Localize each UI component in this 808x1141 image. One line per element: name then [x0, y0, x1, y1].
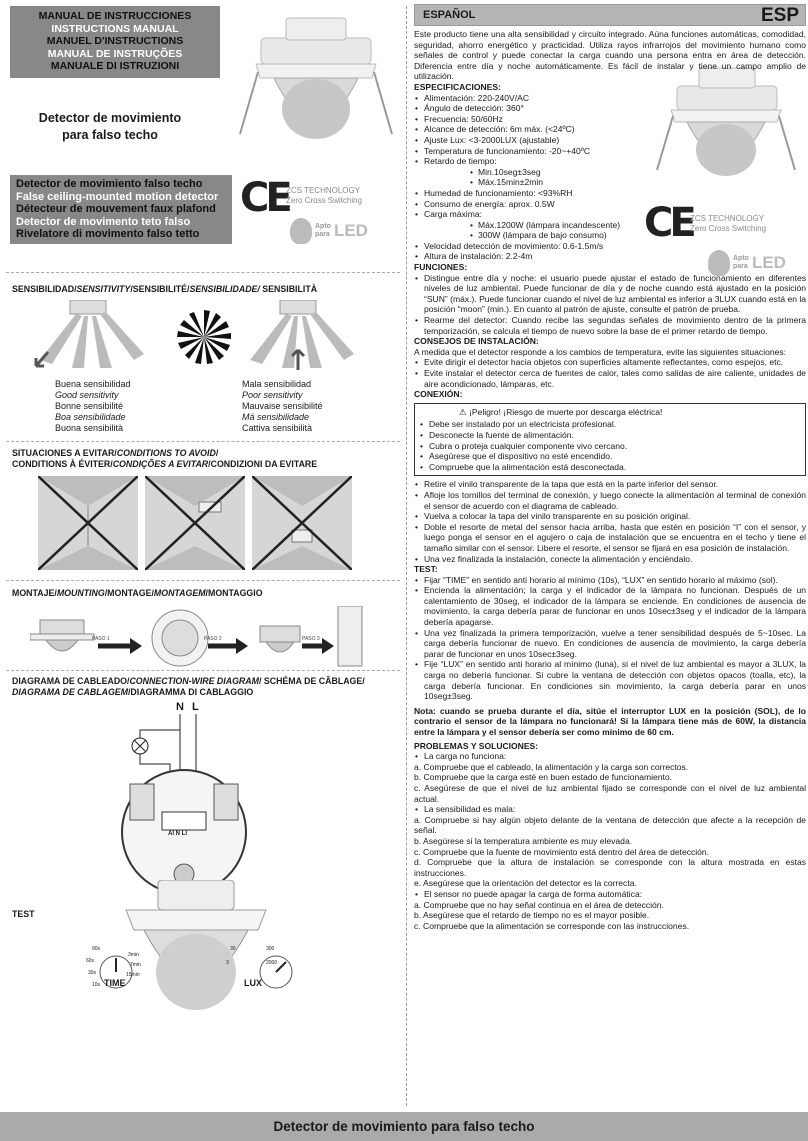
- test-note: Nota: cuando se prueba durante el día, sitúe el interruptor LUX en la posición (SOL), de lo contrario el sensor de la lámpara no funcionará! Si la lámpara tiene más de 60W, la distancia entre la lámpara y el sensor debería ser como mínimo de 60 cm.: [414, 705, 806, 737]
- test-list: [414, 575, 806, 702]
- poor-sensitivity-figure: [240, 300, 360, 372]
- mounting-title: MONTAJE/MOUNTING/MONTAGE/MONTAGEM/MONTAGGIO: [12, 588, 263, 598]
- divider: [6, 670, 400, 671]
- bulb-icon: [290, 218, 312, 244]
- advice-item: • Evite instalar el detector cerca de fuentes de calor, tales como salidas de aire caliente, unidades de aire acondicionado, lámparas, etc.: [414, 368, 806, 389]
- sensitivity-title: SENSIBILIDAD/SENSITIVITY/SENSIBILITÉ/SENSIBILIDADE/ SENSIBILITÀ: [12, 284, 318, 294]
- wiring-diagram: [100, 714, 270, 890]
- step-label: PASO 3: [302, 636, 320, 642]
- manual-line: MANUALE DI ISTRUZIONI: [50, 60, 180, 72]
- solution-item: b. Asegúrese que el retardo de tiempo no es el mayor posible.: [414, 910, 650, 921]
- avoid-heat-figure: [145, 476, 245, 570]
- spec-item: • Temperatura de funcionamiento: -20~+40ºC: [414, 146, 652, 157]
- time-mark: 15min: [126, 972, 140, 978]
- problem-heading: • La sensibilidad es mala:: [414, 804, 806, 815]
- solution-item: a. Compruebe que no hay señal continua en el área de detección.: [414, 899, 664, 910]
- advice-title: CONSEJOS DE INSTALACIÓN:: [414, 336, 539, 347]
- manual-line: MANUAL DE INSTRUÇÕES: [47, 47, 183, 60]
- avoid-lamp-figure: [252, 476, 352, 570]
- product-name: Detector de movimiento falso techo: [16, 178, 203, 190]
- test-title: TEST: [12, 909, 35, 919]
- problem-heading: • La carga no funciona:: [414, 751, 806, 762]
- advice-item: • Evite dirigir el detector hacia objetos con superficies altamente reflectantes, como espejos, etc.: [414, 357, 806, 368]
- spec-item: • Altura de instalación: 2.2-4m: [414, 251, 652, 262]
- product-name: Detector de movimento teto falso: [16, 215, 191, 228]
- spec-subitem: • 300W (lámpara de bajo consumo): [414, 230, 652, 241]
- solution-item: b. Asegúrese si la temperatura ambiente es muy elevada.: [414, 835, 633, 846]
- spanish-instructions: [414, 29, 806, 931]
- advice-list: [414, 357, 806, 389]
- product-name: Rivelatore di movimento falso tetto: [16, 228, 200, 240]
- function-item: • Rearme del detector: Cuando recibe las segundas señales de movimiento dentro de la primera temporización, se calcula el tiempo de nuevo sobre la base de el primer retardo de tiempo.: [414, 315, 806, 336]
- connection-item: • Retire el vinilo transparente de la tapa que está en la parte inferior del sensor.: [414, 479, 806, 490]
- spec-item: • Ángulo de detección: 360°: [414, 103, 652, 114]
- lux-mark: 2000: [266, 960, 278, 966]
- test-item: • Encienda la alimentación; la carga y el indicador de la lámpara no funcionan. Después de un calentamiento de 30seg, el indicador de la lámpara se enciende. En condiciones de ausencia de movimiento, la carga debería parar de funcionar en unos 10sec±3seg y el indicador de la lámpara debería apagarse.: [414, 585, 806, 627]
- time-mark: 3min: [128, 952, 139, 958]
- lux-mark: 30: [230, 946, 236, 952]
- manual-line: MANUAL DE INSTRUCCIONES: [38, 10, 192, 22]
- connection-title: CONEXIÓN:: [414, 389, 463, 400]
- footer-title: Detector de movimiento para falso techo: [0, 1112, 808, 1141]
- solution-item: a. Compruebe si hay algún objeto delante de la ventana de detección que afecte a la recepción de señal.: [414, 814, 806, 836]
- language-header: [414, 4, 806, 26]
- wiring-title: DIAGRAMA DE CABLEADO/CONNECTION-WIRE DIAGRAM/ SCHÉMA DE CÂBLAGE/ DIAGRAMA DE CABLAGEM/DIAGRAMMA DI CABLAGGIO: [12, 676, 365, 697]
- language-name: ESPAÑOL: [423, 9, 476, 21]
- spec-item: • Frecuencia: 50/60Hz: [414, 114, 652, 125]
- test-item: • Fije “LUX” en sentido anti horario al mínimo (luna), si el nivel de luz ambiental es mayor a 3LUX, la carga no debería funcionar. Si cubre la ventana de detección con objetos opacos (toalla, etc), la carga debería funcionar. En condiciones sin movimiento, la carga debería parar en unos 10seg±3seg.: [414, 659, 806, 701]
- led-badge: Apto para LED: [290, 218, 368, 244]
- manual-line: MANUEL D'INSTRUCTIONS: [46, 35, 184, 47]
- good-sensitivity-figure: [30, 300, 150, 372]
- spec-item: • Velocidad detección de movimiento: 0.6-1.5m/s: [414, 241, 652, 252]
- lux-mark: 3: [226, 960, 229, 966]
- step-label: PASO 2: [204, 636, 222, 642]
- test-item: • Fijar “TIME” en sentido anti horario al mínimo (10s), “LUX” en sentido horario al máximo (sol).: [414, 575, 806, 586]
- sensor-product-image: [236, 14, 396, 164]
- spec-item: • Ajuste Lux: <3-2000LUX (ajustable): [414, 135, 652, 146]
- solution-item: a. Compruebe que el cableado, la alimentación y la carga son correctos.: [414, 761, 689, 772]
- spec-item: • Alcance de detección: 6m máx. (<24ºC): [414, 124, 652, 135]
- warning-item: • Cubra o proteja cualquier componente vivo cercano.: [419, 441, 801, 452]
- time-mark: 10s: [92, 982, 101, 988]
- warning-item: • Desconecte la fuente de alimentación.: [419, 430, 801, 441]
- warning-title: ⚠ ¡Peligro! ¡Riesgo de muerte por descarga eléctrica!: [459, 406, 663, 417]
- test-item: • Una vez finalizada la primera temporización, vuelve a tener sensibilidad después de 5~10sec. La carga debería funcionar de nuevo. En condiciones de ausencia de movimiento, la carga debería parar de funcionar en unos 10sec±3seg.: [414, 628, 806, 660]
- warning-item: • Asegúrese que el dispositivo no esté encendido.: [419, 451, 801, 462]
- specs-title: ESPECIFICACIONES:: [414, 81, 501, 92]
- conditions-title: SITUACIONES A EVITAR/CONDITIONS TO AVOID/ CONDITIONS À ÉVITER/CONDIÇÕES A EVITAR/CONDIZIONI DA EVITARE: [12, 448, 318, 469]
- spec-subitem: • Min.10seg±3seg: [414, 167, 652, 178]
- spec-subitem: • Máx.15min±2min: [414, 177, 652, 188]
- warning-box: [414, 403, 806, 477]
- manual-line: INSTRUCTIONS MANUAL: [51, 22, 179, 35]
- function-item: • Distingue entre día y noche: el usuario puede ajustar el estado de funcionamiento en diferentes niveles de luz ambiental. Puede funcionar de día y de noche cuando está ajustado en la posición “SUN” (máx.). Puede funcionar cuando el nivel de luz ambiental es inferior a 3LUX cuando está en la posición “moon” (min.). En cuanto al patrón de ajuste, consulte el patrón de prueba.: [414, 273, 806, 315]
- solution-item: c. Compruebe que la alimentación se corresponde con las instrucciones.: [414, 920, 690, 931]
- solution-item: b. Compruebe que la carga esté en buen estado de funcionamiento.: [414, 772, 673, 783]
- warning-icon: ⚠: [459, 406, 467, 417]
- terminal-labels: Al N Ll: [168, 831, 187, 837]
- connection-item: • Doble el resorte de metal del sensor hacia arriba, hasta que estén en posición “I” con el sensor, y luego ponga el sensor en el agujero o caja de instalación que se encuentra en el techo y tiene el tamaño similar con el sensor. Libere el resorte, el sensor se fijará en esa posición de instalación.: [414, 522, 806, 554]
- avoid-mirror-figure: [38, 476, 138, 570]
- zcs-logo: ZCS TECHNOLOGY Zero Cross Switching: [690, 214, 767, 233]
- led-badge: Apto para LED: [708, 250, 786, 276]
- time-mark: 60s: [86, 958, 95, 964]
- divider: [6, 441, 400, 442]
- solution-item: c. Asegúrese de que el nivel de luz ambiental fijado se corresponde con el nivel de luz ambiental actual.: [414, 782, 806, 804]
- time-mark: 30s: [88, 970, 97, 976]
- time-mark: 7min: [130, 962, 141, 968]
- step-label: PASO 1: [92, 636, 110, 642]
- lux-dial-label: LUX: [244, 978, 262, 988]
- specs-list: [414, 93, 652, 263]
- advice-intro: A medida que el detector responde a los cambios de temperatura, evite las siguientes situaciones:: [414, 346, 787, 357]
- spec-subitem: • Máx.1200W (lámpara incandescente): [414, 220, 652, 231]
- manual-languages-box: [10, 6, 220, 78]
- good-sensitivity-labels: Buena sensibilidad Good sensitivity Bonne sensibilité Boa sensibilidade Buona sensibilità: [55, 379, 131, 433]
- page-title: Detector de movimiento para falso techo: [38, 111, 182, 142]
- intro-paragraph: Este producto tiene una alta sensibilidad y circuito integrado. Aúna funciones automáticas, comodidad, seguridad, ahorro energético y practicidad. Utiliza rayos infrarrojos del movimiento humano como señales de control y puede conectar la carga cuando una persona entra en área de detección. Diferencia entre día y noche automáticamente. Es fácil de instalar y tiene un campo amplio de utilización.: [414, 29, 806, 82]
- warning-item: • Compruebe que la alimentación está desconectada.: [419, 462, 801, 473]
- time-dial-label: TIME: [104, 978, 126, 988]
- lux-mark: 300: [266, 946, 275, 952]
- solution-item: c. Compruebe que la fuente de movimiento está dentro del área de detección.: [414, 846, 710, 857]
- connection-item: • Afloje los tornillos del terminal de conexión, y luego conecte la alimentación al terminal de conexión el sensor de acuerdo con el diagrama de cableado.: [414, 490, 806, 511]
- spec-item: • Carga máxima:: [414, 209, 652, 220]
- warning-item: • Debe ser instalado por un electricista profesional.: [419, 419, 801, 430]
- product-name: False ceiling-mounted motion detector: [16, 190, 219, 203]
- right-column: [408, 0, 808, 1110]
- time-mark: 90s: [92, 946, 101, 952]
- divider: [6, 272, 400, 273]
- spec-item: • Alimentación: 220-240V/AC: [414, 93, 652, 104]
- solution-item: d. Compruebe que la altura de instalación se corresponde con la altura mostrada en estas instrucciones.: [414, 857, 806, 878]
- solution-item: e. Asegúrese que la orientación del detector es la correcta.: [414, 878, 637, 889]
- column-divider: [406, 6, 407, 1106]
- neutral-label: N: [176, 701, 184, 713]
- functions-list: [414, 273, 806, 337]
- live-label: L: [192, 701, 199, 713]
- connection-list: [414, 479, 806, 564]
- connection-item: • Una vez finalizada la instalación, conecte la alimentación y enciéndalo.: [414, 554, 806, 565]
- spec-item: • Humedad de funcionamiento: <93%RH: [414, 188, 652, 199]
- left-column: [0, 0, 404, 1110]
- spec-item: • Consumo de energía: aprox. 0.5W: [414, 199, 652, 210]
- sensitivity-pattern-figure: [175, 308, 233, 366]
- problems-title: PROBLEMAS Y SOLUCIONES:: [414, 740, 539, 751]
- test-section-title: TEST:: [414, 564, 438, 575]
- poor-sensitivity-labels: Mala sensibilidad Poor sensitivity Mauvaise sensibilité Má sensibilidade Cattiva sensibilità: [242, 379, 323, 433]
- ce-mark: CE: [240, 175, 289, 221]
- product-name: Détecteur de mouvement faux plafond: [16, 203, 216, 215]
- functions-title: FUNCIONES:: [414, 262, 468, 273]
- language-code: ESP: [760, 5, 799, 26]
- divider: [6, 580, 400, 581]
- spec-item: • Retardo de tiempo:: [414, 156, 652, 167]
- problems-list: [414, 751, 806, 762]
- zcs-logo: ZCS TECHNOLOGY Zero Cross Switching: [286, 186, 363, 205]
- problem-heading: • El sensor no puede apagar la carga de forma automática:: [414, 889, 806, 900]
- product-names-box: [10, 175, 232, 244]
- ce-mark: CE: [644, 200, 693, 246]
- connection-item: • Vuelva a colocar la tapa del vinilo transparente en su posición original.: [414, 511, 806, 522]
